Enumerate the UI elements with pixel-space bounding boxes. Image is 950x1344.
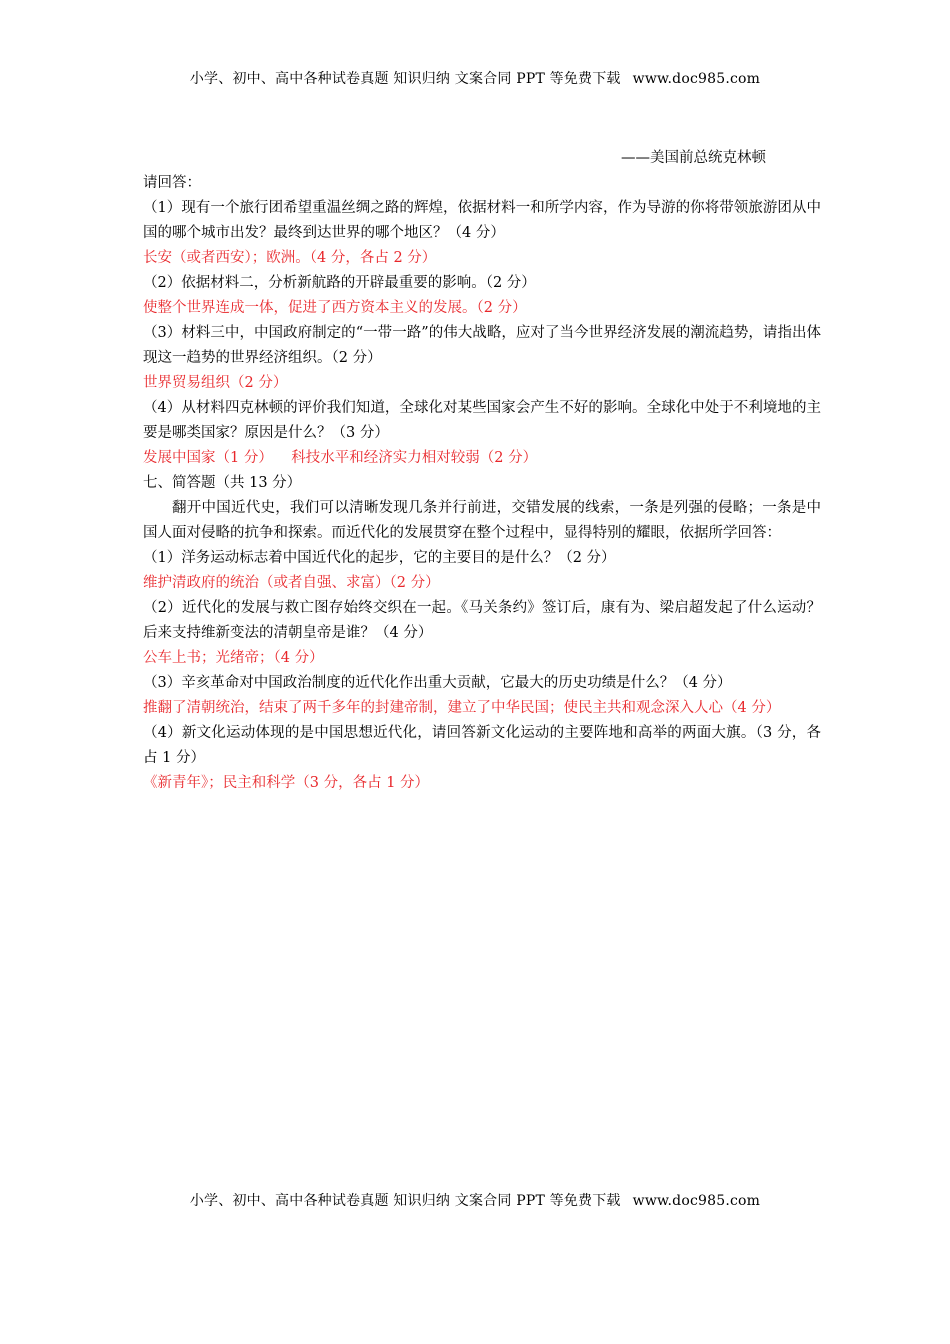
page-header [0, 68, 950, 88]
question-1: （1）现有一个旅行团希望重温丝绸之路的辉煌，依据材料一和所学内容，作为导游的你将带领旅游团从中国的哪个城市出发？最终到达世界的哪个地区？（4 分） [143, 200, 821, 241]
header-url[interactable]: www.doc985.com [632, 71, 761, 87]
document-body [143, 146, 821, 796]
footer-url[interactable]: www.doc985.com [632, 1193, 761, 1209]
answer-1: 长安（或者西安）；欧洲。（4 分，各占 2 分） [143, 250, 437, 266]
section-7-question-2: （2）近代化的发展与救亡图存始终交织在一起。《马关条约》签订后，康有为、梁启超发起了什么运动？后来支持维新变法的清朝皇帝是谁？（4 分） [143, 600, 821, 641]
answer-3: 世界贸易组织（2 分） [143, 375, 288, 391]
section-7-title: 七、简答题（共 13 分） [143, 475, 302, 491]
section-7-answer-4: 《新青年》；民主和科学（3 分，各占 1 分） [143, 775, 430, 791]
section-7-answer-3: 推翻了清朝统治，结束了两千多年的封建帝制，建立了中华民国；使民主共和观念深入人心（4 分） [143, 700, 781, 716]
section-7-answer-1: 维护清政府的统治（或者自强、求富）（2 分） [143, 575, 440, 591]
quote-attribution: ——美国前总统克林顿 [621, 150, 766, 166]
page-footer [0, 1190, 950, 1210]
answer-2: 使整个世界连成一体，促进了西方资本主义的发展。（2 分） [143, 300, 527, 316]
section-7-question-4: （4）新文化运动体现的是中国思想近代化，请回答新文化运动的主要阵地和高举的两面大旗。（3 分，各占 1 分） [143, 725, 821, 766]
section-7-intro: 翻开中国近代史，我们可以清晰发现几条并行前进，交错发展的线索，一条是列强的侵略；一条是中国人面对侵略的抗争和探索。而近代化的发展贯穿在整个过程中，显得特别的耀眼，依据所学回答： [143, 500, 821, 541]
footer-text: 小学、初中、高中各种试卷真题 知识归纳 文案合同 PPT 等免费下载 [189, 1193, 621, 1209]
header-text: 小学、初中、高中各种试卷真题 知识归纳 文案合同 PPT 等免费下载 [189, 71, 621, 87]
question-2: （2）依据材料二，分析新航路的开辟最重要的影响。（2 分） [143, 275, 536, 291]
question-3: （3）材料三中，中国政府制定的“一带一路”的伟大战略，应对了当今世界经济发展的潮流趋势，请指出体现这一趋势的世界经济组织。（2 分） [143, 325, 821, 366]
answer-4: 发展中国家（1 分） 科技水平和经济实力相对较弱（2 分） [143, 450, 538, 466]
section-7-question-1: （1）洋务运动标志着中国近代化的起步，它的主要目的是什么？（2 分） [143, 550, 616, 566]
section-7-answer-2: 公车上书；光绪帝；（4 分） [143, 650, 324, 666]
answer-prompt: 请回答： [143, 175, 201, 191]
question-4: （4）从材料四克林顿的评价我们知道，全球化对某些国家会产生不好的影响。全球化中处于不利境地的主要是哪类国家？原因是什么？（3 分） [143, 400, 821, 441]
section-7-question-3: （3）辛亥革命对中国政治制度的近代化作出重大贡献，它最大的历史功绩是什么？（4 分） [143, 675, 732, 691]
